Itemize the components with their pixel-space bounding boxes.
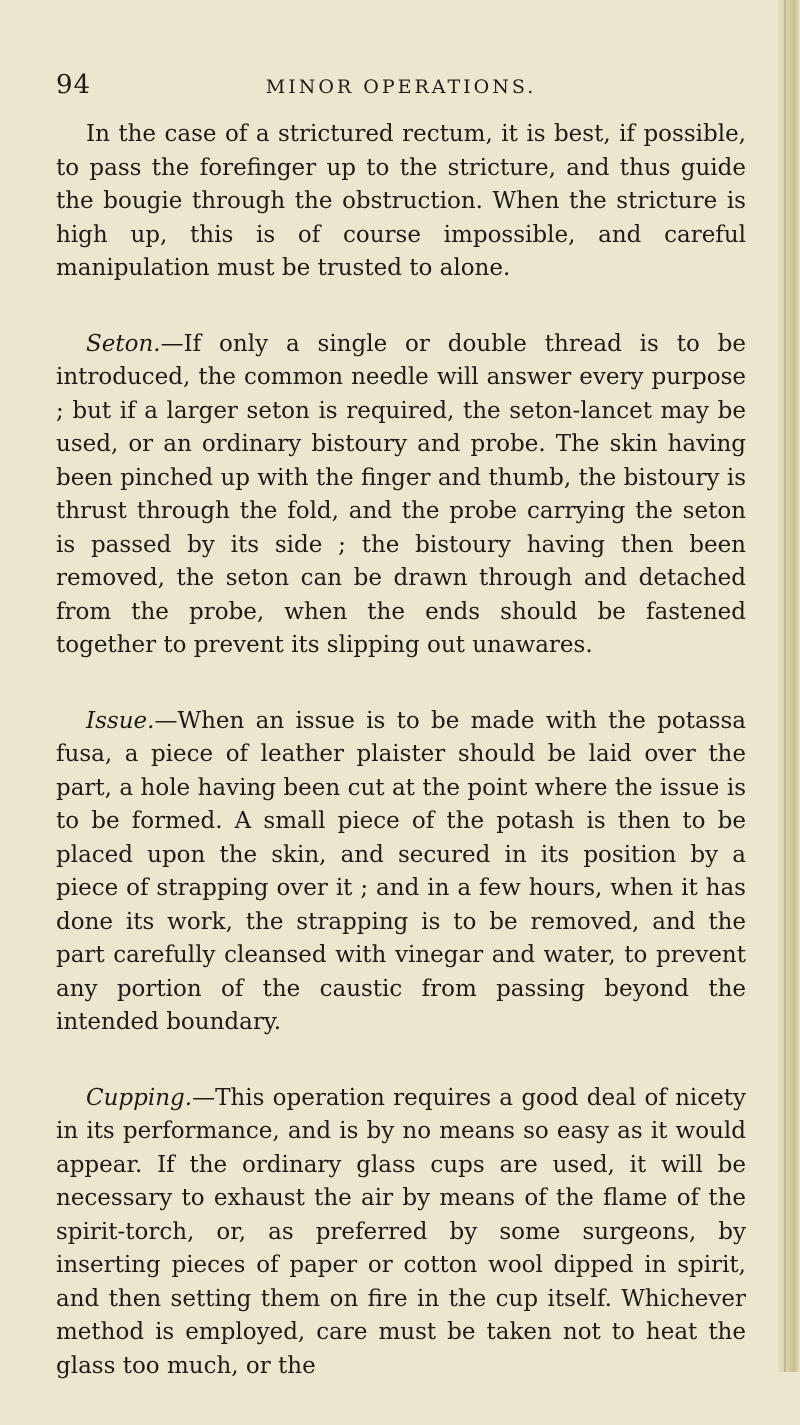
section-heading-issue: Issue.	[86, 707, 155, 734]
section-heading-cupping: Cupping.	[86, 1084, 193, 1111]
running-head	[56, 60, 746, 100]
paragraph-text: —If only a single or double thread is to be introduced, the common needle will answer every purpose ; but if a larger seton is required, the seton-lancet may be used, or an ordinary bistoury and probe. The skin having been pinched up with the finger and thumb, the bistoury is thrust through the fold, and the probe carrying the seton is passed by its side ; the bistoury having then been removed, the seton can be drawn through and detached from the probe, when the ends should be fastened together to prevent its slipping out unawares.	[56, 330, 746, 658]
paragraph-strictured-rectum	[56, 118, 746, 286]
section-heading-seton: Seton.	[86, 330, 161, 357]
paragraph-text: —When an issue is to be made with the potassa fusa, a piece of leather plaister should be laid over the part, a hole having been cut at the point where the issue is to be formed. A small piece of the potash is then to be placed upon the skin, and secured in its position by a piece of strapping over it ; and in a few hours, when it has done its work, the strapping is to be removed, and the part carefully cleansed with vinegar and water, to prevent any portion of the caustic from passing beyond the intended boundary.	[56, 707, 746, 1035]
page-edge	[778, 0, 800, 1372]
book-page	[56, 60, 746, 1425]
page-edge-line	[784, 0, 786, 1372]
paragraph-text: In the case of a strictured rectum, it is best, if possible, to pass the forefinger up to the stricture, and thus guide the bougie through the obstruction. When the stricture is high up, this is of course impossible, and careful manipulation must be trusted to alone.	[56, 121, 746, 281]
running-title: MINOR OPERATIONS.	[265, 76, 537, 98]
paragraph-text: —This operation requires a good deal of nicety in its performance, and is by no means so easy as it would appear. If the ordinary glass cups are used, it will be necessary to exhaust the air by means of the flame of the spirit-torch, or, as preferred by some surgeons, by inserting pieces of paper or cotton wool dipped in spirit, and then setting them on fire in the cup itself. Whichever method is employed, care must be taken not to heat the glass too much, or the	[56, 1084, 746, 1379]
page-number: 94	[56, 70, 92, 100]
paragraph-seton	[56, 328, 746, 663]
paragraph-cupping	[56, 1082, 746, 1384]
paragraph-issue	[56, 705, 746, 1040]
